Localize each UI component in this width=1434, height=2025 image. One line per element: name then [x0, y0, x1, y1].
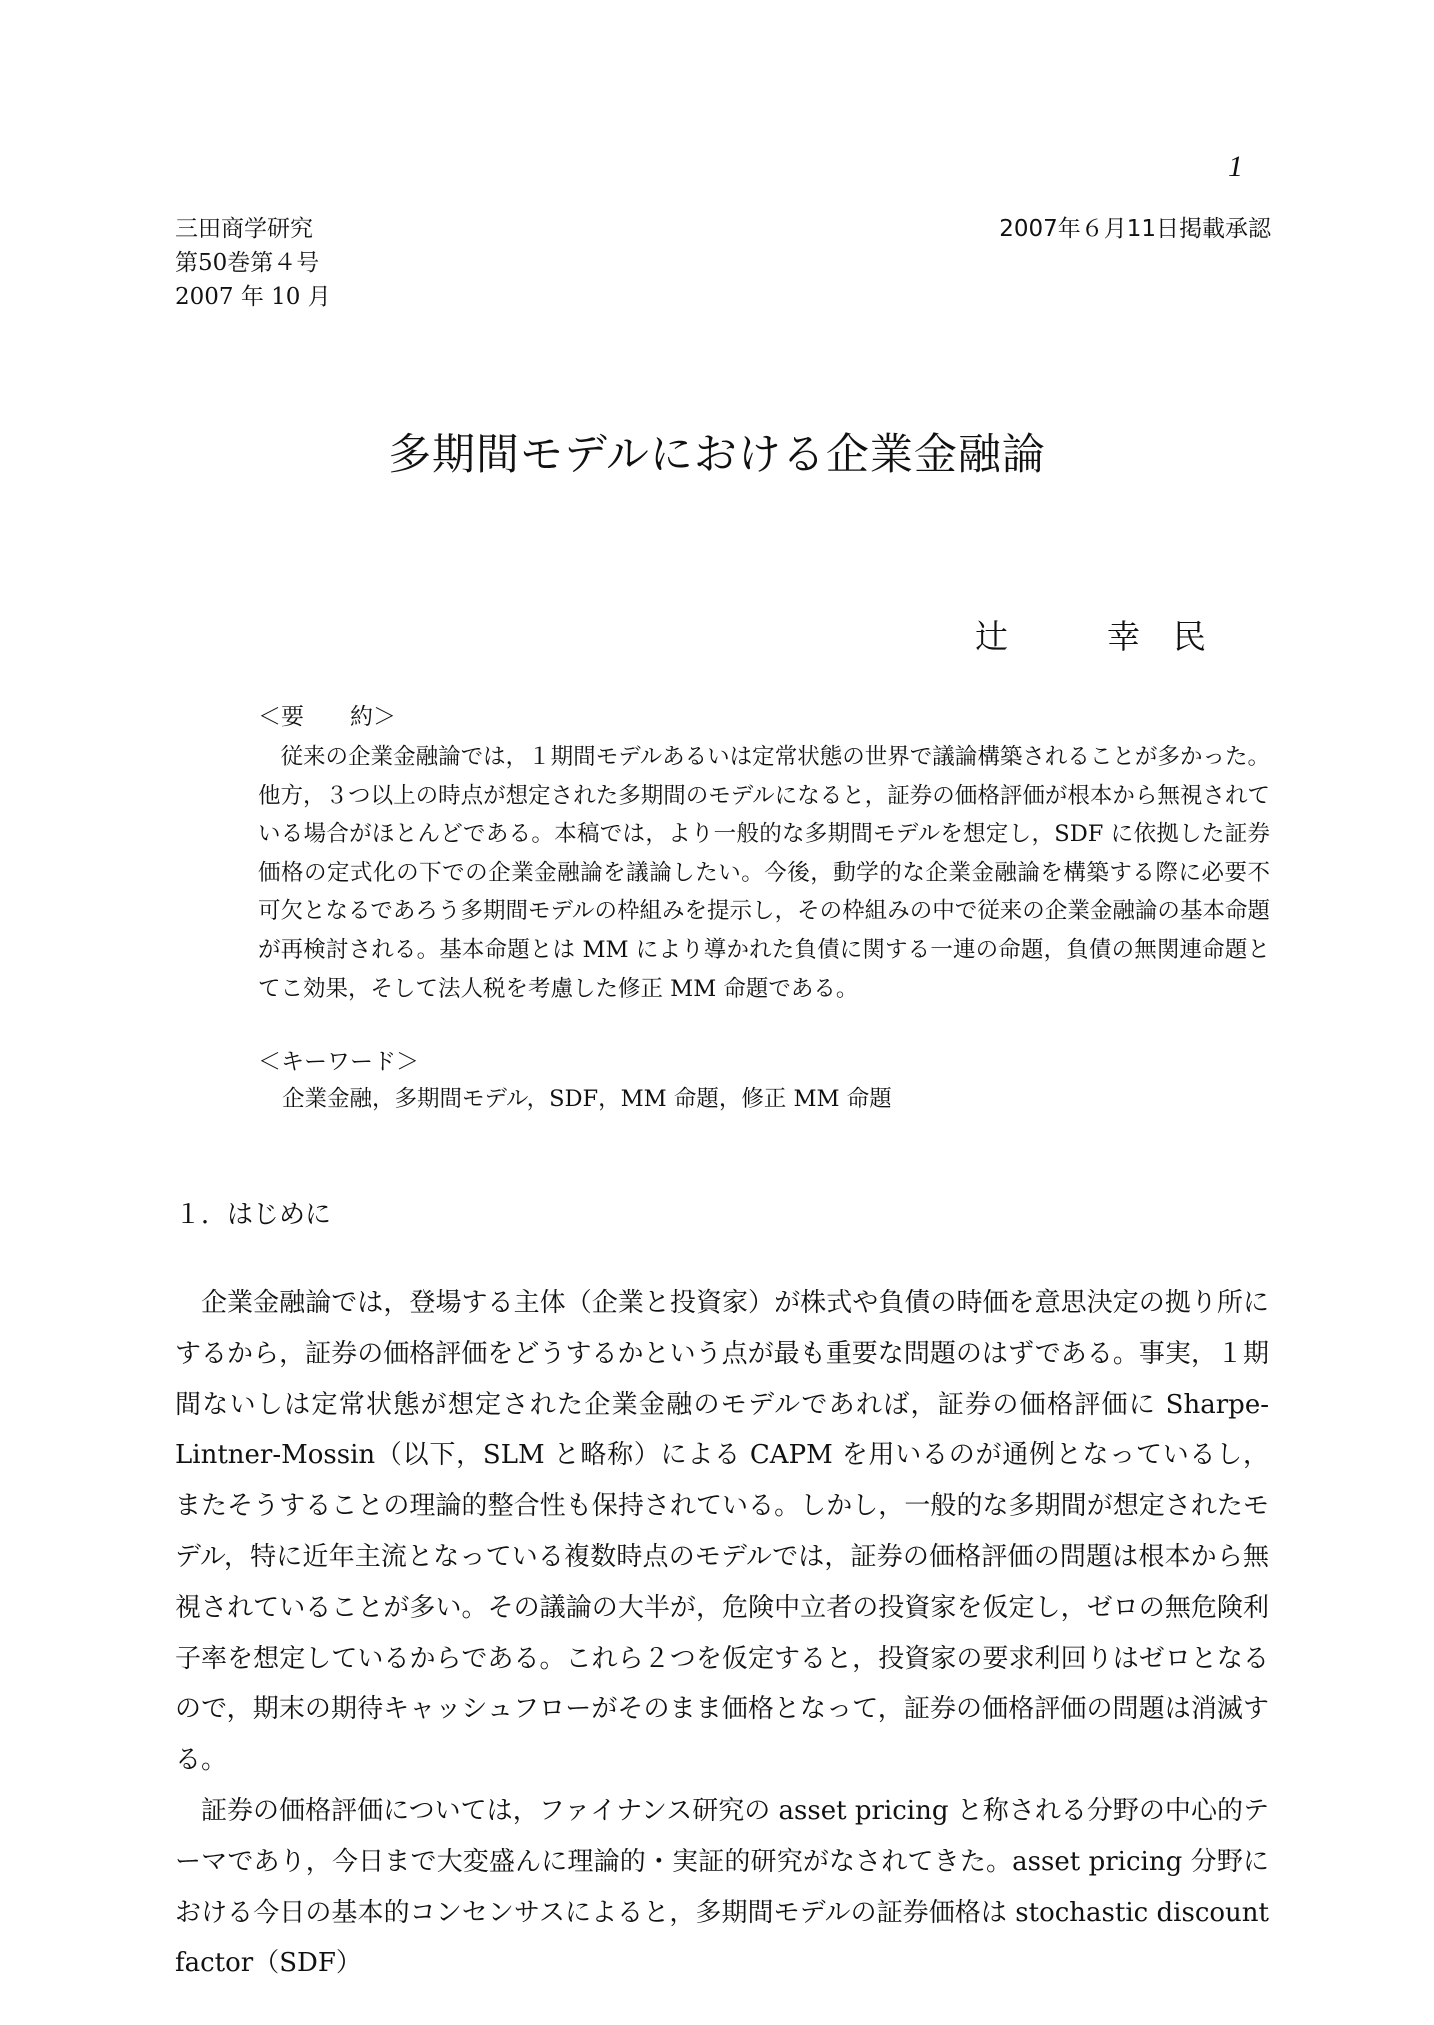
author-name: 辻 幸 民 — [975, 617, 1206, 656]
keywords-heading: ＜キーワード＞ — [258, 1049, 419, 1075]
page-number: 1 — [1228, 150, 1243, 183]
abstract-text: 従来の企業金融論では，１期間モデルあるいは定常状態の世界で議論構築されることが多かった。他方，３つ以上の時点が想定された多期間のモデルになると，証券の価格評価が根本から無視されている場合がほとんどである。本稿では，より一般的な多期間モデルを想定し，SDF に依拠した証券価格の定式化の下での企業金融論を議論したい。今後，動学的な企業金融論を構築する際に必要不可欠となるであろう多期間モデルの枠組みを提示し，その枠組みの中で従来の企業金融論の基本命題が再検討される。基本命題とは MM により導かれた負債に関する一連の命題，負債の無関連命題とてこ効果，そして法人税を考慮した修正 MM 命題である。 — [258, 744, 1270, 1002]
approval-date: 2007年６月11日掲載承認 — [999, 216, 1271, 242]
keywords-text: 企業金融，多期間モデル，SDF，MM 命題，修正 MM 命題 — [282, 1086, 892, 1112]
body-paragraph: 証券の価格評価については，ファイナンス研究の asset pricing と称される分野の中心的テーマであり，今日まで大変盛んに理論的・実証的研究がなされてきた。asset pricing 分野における今日の基本的コンセンサスによると，多期間モデルの証券価格は stochastic discount factor（SDF） — [175, 1795, 1269, 1979]
publication-date: 2007 年 10 月 — [175, 284, 331, 310]
volume-issue: 第50巻第４号 — [175, 250, 320, 276]
abstract-heading: ＜要 約＞ — [258, 704, 396, 730]
section-body — [175, 1278, 1269, 1989]
paper-title: 多期間モデルにおける企業金融論 — [388, 430, 1046, 480]
section-heading: １．はじめに — [175, 1200, 332, 1230]
journal-name: 三田商学研究 — [175, 216, 313, 242]
body-paragraph: 企業金融論では，登場する主体（企業と投資家）が株式や負債の時価を意思決定の拠り所にするから，証券の価格評価をどうするかという点が最も重要な問題のはずである。事実，１期間ないしは定常状態が想定された企業金融のモデルであれば，証券の価格評価に Sharpe-Lintner-Mossin（以下，SLM と略称）による CAPM を用いるのが通例となっているし，またそうすることの理論的整合性も保持されている。しかし，一般的な多期間が想定されたモデル，特に近年主流となっている複数時点のモデルでは，証券の価格評価の問題は根本から無視されていることが多い。その議論の大半が，危険中立者の投資家を仮定し，ゼロの無危険利子率を想定しているからである。これら２つを仮定すると，投資家の要求利回りはゼロとなるので，期末の期待キャッシュフローがそのまま価格となって，証券の価格評価の問題は消滅する。 — [175, 1288, 1270, 1776]
journal-info — [175, 212, 331, 314]
